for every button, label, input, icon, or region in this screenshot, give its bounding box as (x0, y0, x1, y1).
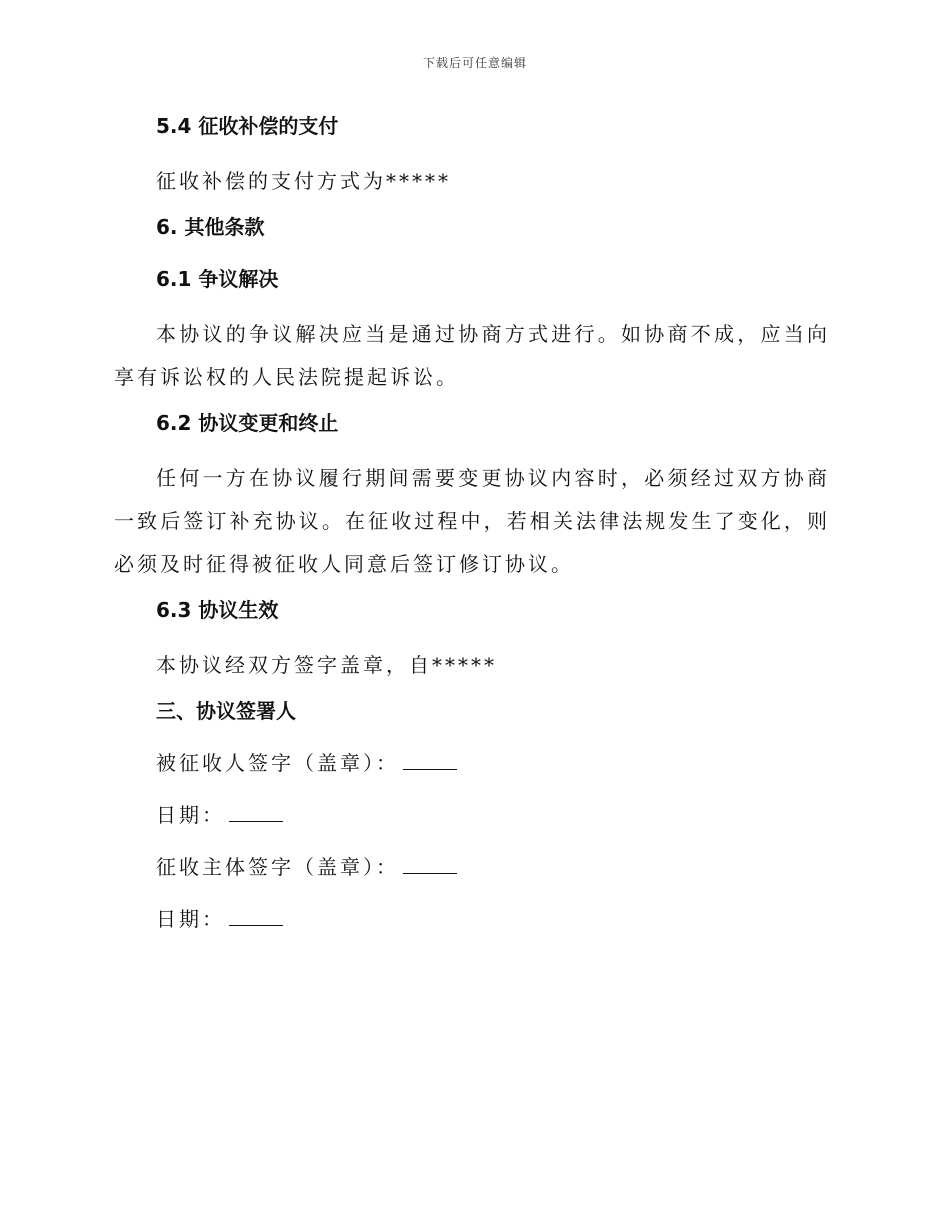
section-6-title: 6. 其他条款 (156, 215, 265, 239)
subject-signature-blank (403, 851, 457, 874)
section-5-4-title: 5.4 征收补偿的支付 (156, 114, 339, 138)
date-line-2 (114, 901, 830, 937)
date-blank-1 (229, 799, 283, 822)
page-header: 下载后可任意编辑 (422, 56, 527, 70)
date-label-2: 日期： (156, 907, 225, 931)
section-3-title: 三、协议签署人 (156, 699, 296, 723)
expropriated-signature-line (114, 745, 830, 781)
expropriated-signature-blank (403, 747, 457, 770)
section-6-2-body: 任何一方在协议履行期间需要变更协议内容时，必须经过双方协商一致后签订补充协议。在征收过程中，若相关法律法规发生了变化，则必须及时征得被征收人同意后签订修订协议。 (114, 466, 830, 576)
section-6-1-title: 6.1 争议解决 (156, 267, 279, 291)
subject-signature-label: 征收主体签字（盖章）： (156, 855, 399, 879)
date-line-1 (114, 797, 830, 833)
date-blank-2 (229, 903, 283, 926)
section-6-2-title: 6.2 协议变更和终止 (156, 411, 339, 435)
section-6-3-body: 本协议经双方签字盖章，自***** (156, 653, 497, 677)
section-6-3-title: 6.3 协议生效 (156, 598, 279, 622)
expropriated-signature-label: 被征收人签字（盖章）： (156, 751, 399, 775)
section-6-1-body: 本协议的争议解决应当是通过协商方式进行。如协商不成，应当向享有诉讼权的人民法院提起诉讼。 (114, 322, 830, 389)
date-label-1: 日期： (156, 803, 225, 827)
subject-signature-line (114, 849, 830, 885)
section-5-4-body: 征收补偿的支付方式为***** (156, 169, 451, 193)
document-body (114, 108, 830, 953)
